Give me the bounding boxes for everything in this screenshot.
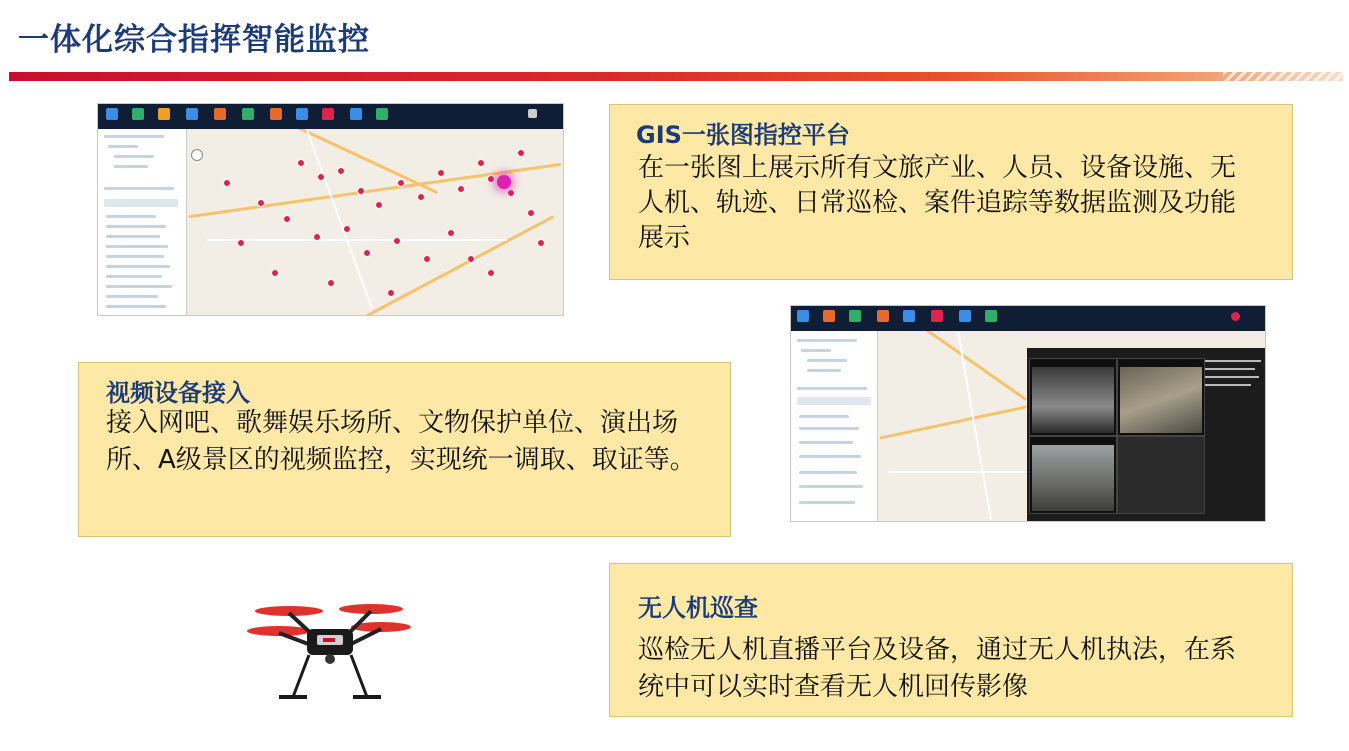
live-video-icon	[132, 108, 144, 120]
gis-card-heading: GIS一张图指控平台	[636, 121, 850, 149]
gis-map-area[interactable]	[187, 129, 563, 315]
grid-icon	[528, 109, 537, 118]
video-feed-2[interactable]	[1117, 358, 1205, 436]
gis-card-body: 在一张图上展示所有文旅产业、人员、设备设施、无人机、轨迹、日常巡检、案件追踪等数据监测及功能展示	[638, 153, 1237, 253]
one-key-icon	[376, 108, 388, 120]
history-file-icon	[903, 310, 915, 322]
video-monitor-screenshot	[790, 305, 1266, 522]
history-file-icon	[296, 108, 308, 120]
alarm-icon	[877, 310, 889, 322]
app-toolbar	[791, 306, 1265, 331]
gallery-icon	[214, 108, 226, 120]
map-zoom-control[interactable]	[191, 149, 203, 161]
video-feed-1[interactable]	[1029, 358, 1117, 436]
page-title: 一体化综合指挥智能监控	[18, 22, 370, 58]
drone-card-heading: 无人机巡查	[638, 594, 758, 622]
video-info-list	[1205, 360, 1263, 400]
broadcast-icon	[931, 310, 943, 322]
selected-location-marker	[497, 175, 511, 189]
broadcast-icon	[322, 108, 334, 120]
map-icon	[106, 108, 118, 120]
gis-platform-card	[609, 104, 1293, 280]
video-feed-4-empty[interactable]	[1117, 436, 1205, 514]
device-tree-panel	[98, 129, 187, 315]
drone-patrol-card	[609, 563, 1293, 717]
video-share-icon	[158, 108, 170, 120]
alarm-icon	[270, 108, 282, 120]
map-icon	[797, 310, 809, 322]
video-feed-3[interactable]	[1029, 436, 1117, 514]
video-card-body: 接入网吧、歌舞娱乐场所、文物保护单位、演出场所、A级景区的视频监控，实现统一调取、取证等。	[106, 408, 696, 475]
video-wall-panel	[1027, 348, 1265, 521]
video-card-heading: 视频设备接入	[106, 379, 250, 407]
bell-icon[interactable]	[1231, 312, 1240, 321]
gallery-icon	[823, 310, 835, 322]
track-icon	[242, 108, 254, 120]
app-toolbar	[98, 104, 563, 129]
ai-icon	[350, 108, 362, 120]
gis-map-screenshot	[97, 103, 564, 316]
video-meeting-icon	[186, 108, 198, 120]
video-access-card	[78, 362, 731, 537]
drone-illustration	[245, 597, 415, 709]
device-tree-panel	[791, 331, 878, 521]
track-icon	[849, 310, 861, 322]
drone-card-body: 巡检无人机直播平台及设备，通过无人机执法，在系统中可以实时查看无人机回传影像	[638, 635, 1237, 702]
ai-icon	[959, 310, 971, 322]
one-key-icon	[985, 310, 997, 322]
title-divider-bar	[9, 72, 1343, 81]
